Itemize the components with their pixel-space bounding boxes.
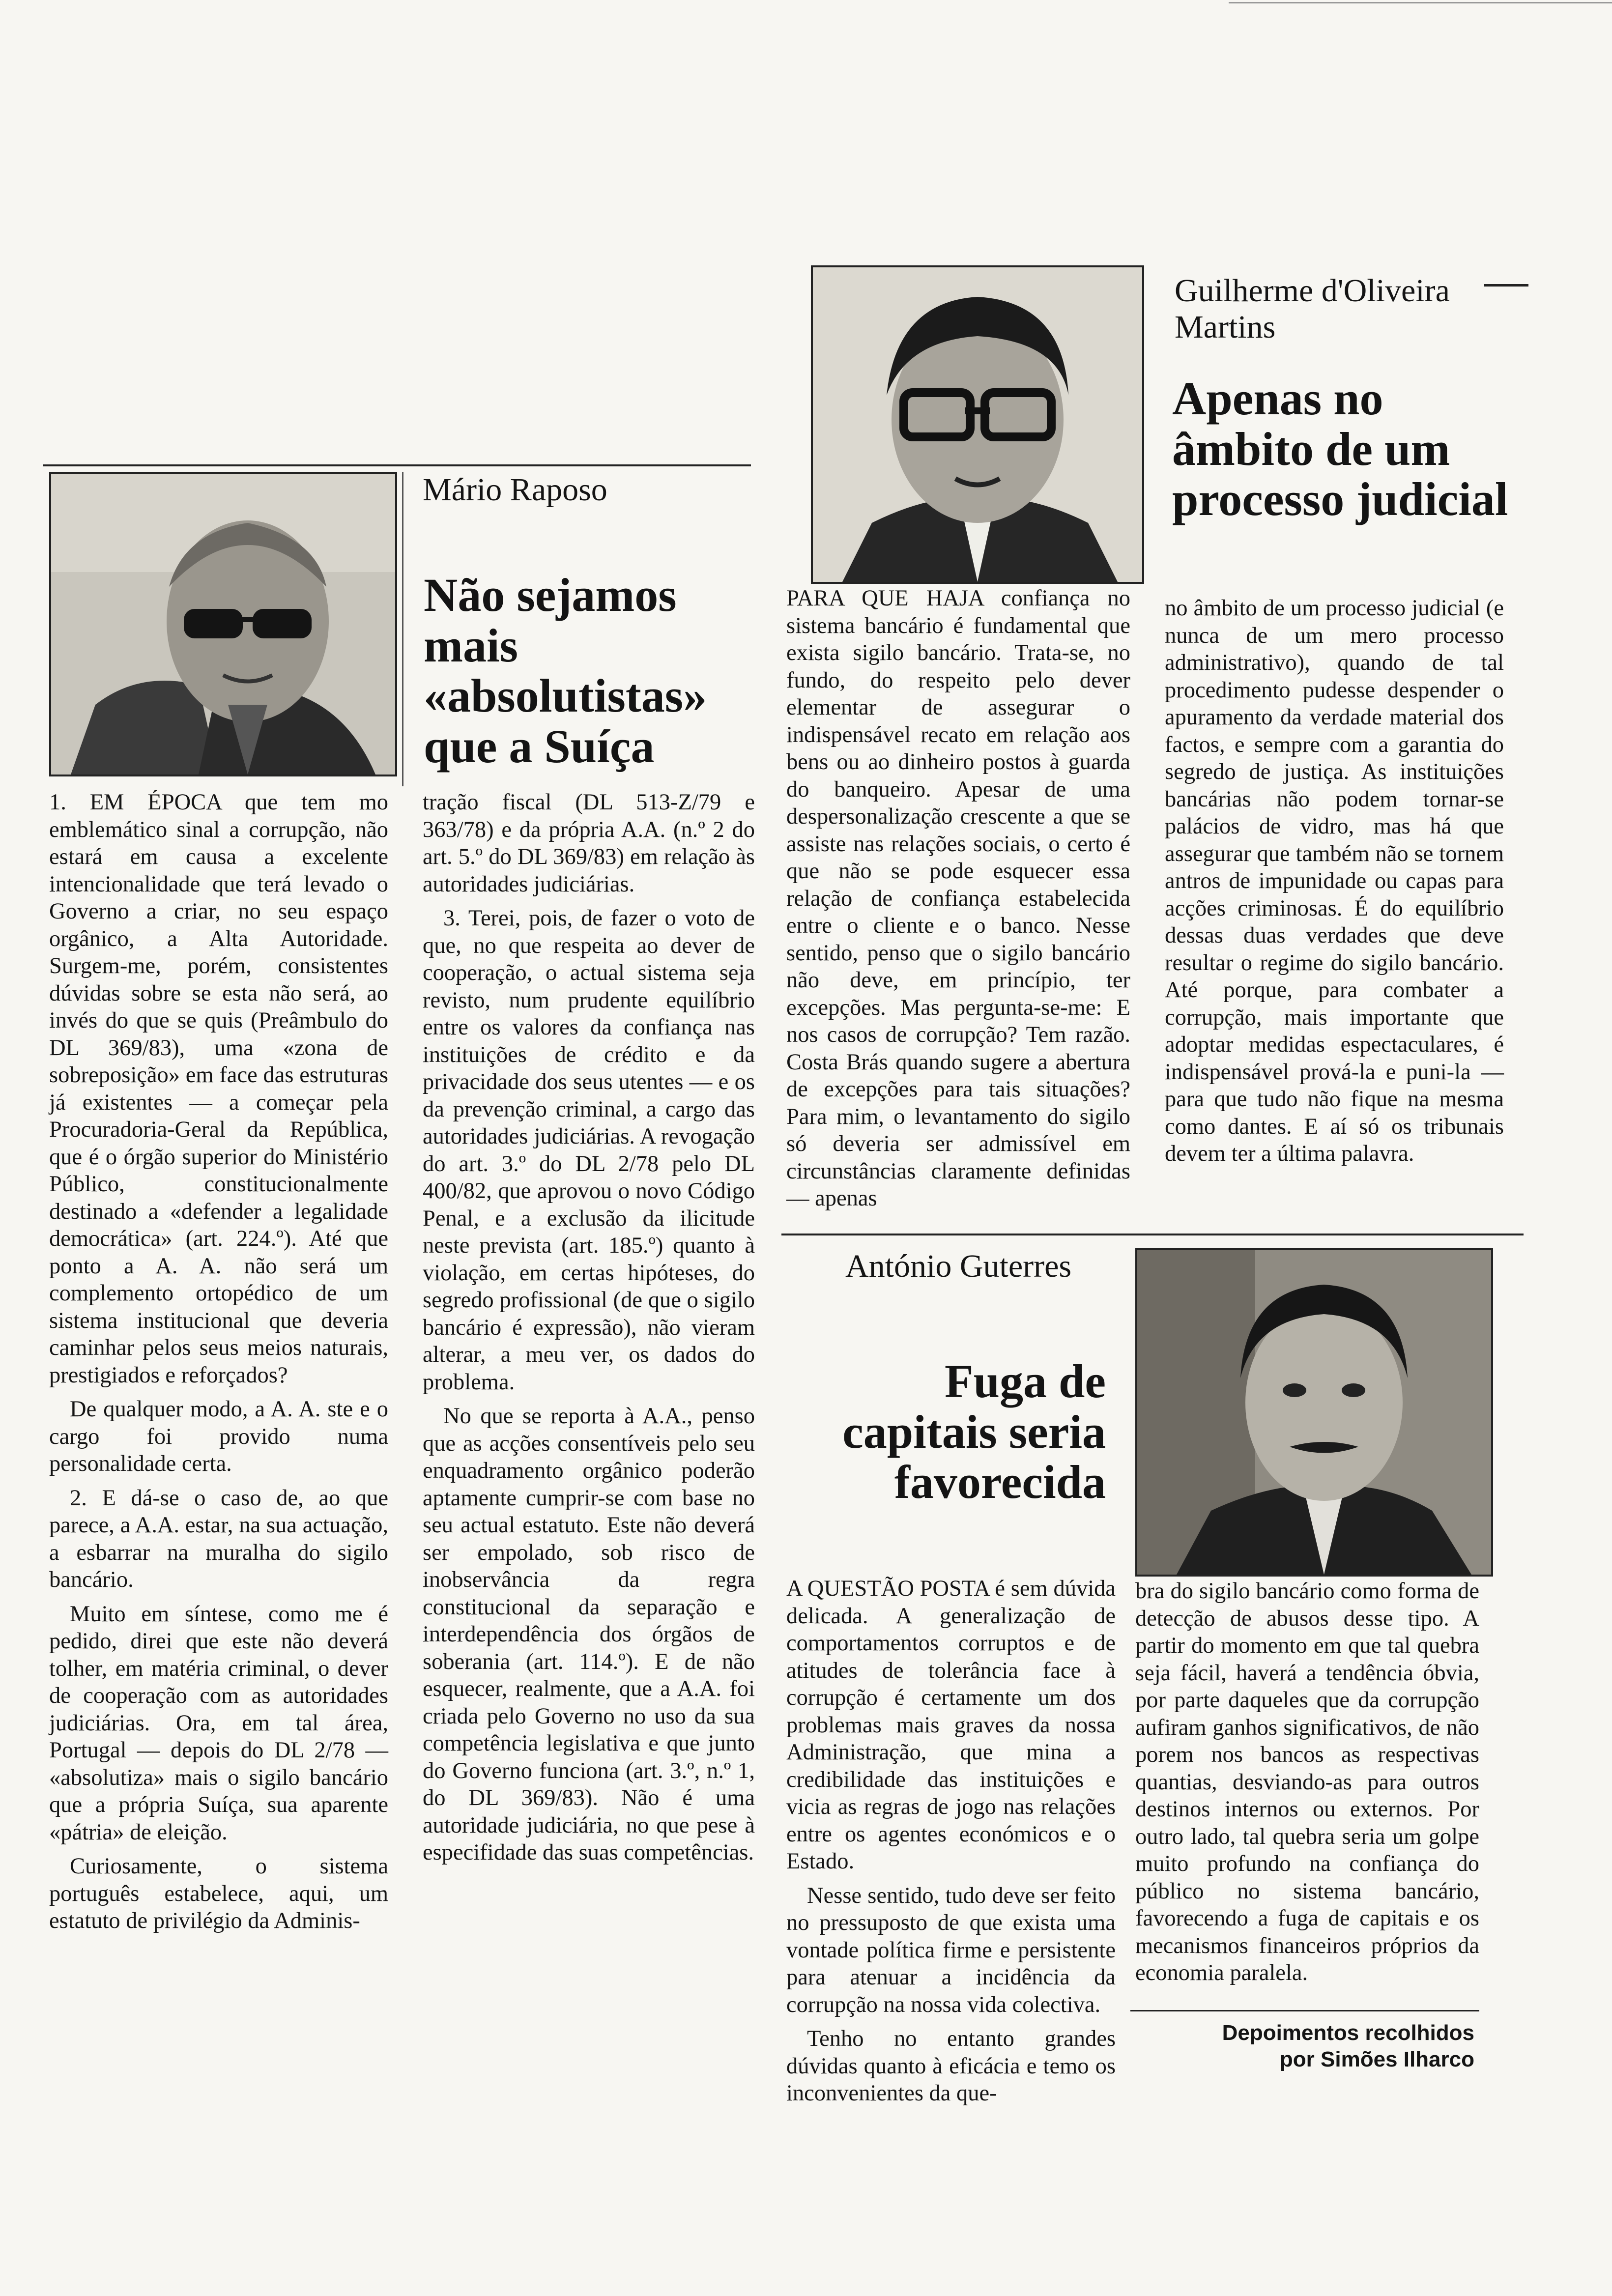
paragraph: Muito em síntese, como me é pedido, direi que este não deverá tolher, em matéria criminal, o dever de cooperação com as autoridades judiciárias. Ora, em tal área, Portugal — depois do DL 2/78 — «absolutiza» mais o sigilo bancário que a própria Suíça, sua aparente «pátria» de eleição. <box>49 1601 388 1845</box>
raposo-author: Mário Raposo <box>423 472 607 508</box>
raposo-col-divider <box>402 472 403 786</box>
martins-author: Guilherme d'Oliveira Martins <box>1175 273 1450 345</box>
martins-photo <box>811 265 1144 584</box>
portrait-image <box>51 474 395 775</box>
credit-block <box>1130 2020 1474 2072</box>
portrait-image <box>813 267 1142 582</box>
guterres-top-rule <box>781 1234 1524 1235</box>
credit-line-1: Depoimentos recolhidos <box>1222 2021 1474 2045</box>
paragraph: 1. EM ÉPOCA que tem mo emblemático sinal a corrupção, não estará em causa a excelente intencionalidade que terá levado o Governo a criar, no seu espaço orgânico, a Alta Autoridade. Surgem-me, porém, consistentes dúvidas sobre se esta não será, ao invés do que se quis (Preâmbulo do DL 369/83), uma «zona de sobreposição» em face das estruturas já existentes — a começar pela Procuradoria-Geral da República, que é o órgão superior do Ministério Público, constitucionalmente destinado a «defender a legalidade democrática» (art. 224.º). Até que ponto a A. A. não será um complemento ortopédico de um sistema institucional que deveria caminhar pelos seus meios naturais, prestigiados e reforçados? <box>49 790 388 1388</box>
paragraph: PARA QUE HAJA confiança no sistema bancário é fundamental que exista sigilo bancário. Trata-se, no fundo, do respeito pelo dever elementar de assegurar o indispensável recato em relação aos bens ou ao dinheiro postos à guarda do banqueiro. Apesar de uma despersonalização crescente a que se assiste nas relações sociais, o certo é que não se pode esquecer essa relação de confiança estabelecida entre o cliente e o banco. Nesse sentido, penso que o sigilo bancário não deve, em princípio, ter excepções. Mas pergunta-se-me: E nos casos de corrupção? Tem razão. Costa Brás quando sugere a abertura de excepções para tais situações? Para mim, o levantamento do sigilo só deveria ser admissível em circunstâncias claramente definidas — apenas <box>786 586 1130 1211</box>
guterres-column-1 <box>786 1575 1116 2114</box>
credit-line-2: por Simões Ilharco <box>1279 2047 1474 2071</box>
raposo-headline: Não sejamos mais «absolutistas» que a Suíça <box>424 569 707 773</box>
guterres-author: António Guterres <box>845 1248 1072 1284</box>
guterres-column-2 <box>1135 1578 1479 1994</box>
guterres-headline: Fuga de capitais seria favorecida <box>842 1355 1106 1509</box>
credit-rule <box>1130 2010 1479 2011</box>
paragraph: tração fiscal (DL 513-Z/79 e 363/78) e da própria A.A. (n.º 2 do art. 5.º do DL 369/83) em relação às autoridades judiciárias. <box>423 790 755 897</box>
raposo-top-rule <box>43 464 751 466</box>
paragraph: A QUESTÃO POSTA é sem dúvida delicada. A generalização de comportamentos corruptos e de atitudes de tolerância face à corrupção é certamente um dos problemas mais graves da nossa Administração, que mina a credibilidade das instituições e vicia as regras de jogo nas relações entre os agentes económicos e o Estado. <box>786 1576 1116 1874</box>
paragraph: Curiosamente, o sistema português estabelece, aqui, um estatuto de privilégio da Adminis- <box>49 1854 388 1933</box>
martins-column-1 <box>786 585 1130 1219</box>
martins-column-2 <box>1165 595 1504 1175</box>
paragraph: 2. E dá-se o caso de, ao que parece, a A.A. estar, na sua actuação, a esbarrar na muralha do sigilo bancário. <box>49 1485 388 1592</box>
paragraph: no âmbito de um processo judicial (e nunca de um mero processo administrativo), quando de tal procedimento pudesse despender o apuramento da verdade material dos factos, e sempre com a garantia do segredo de justiça. As instituições bancárias não podem tornar-se palácios de vidro, mas há que assegurar que também não se tornem antros de impunidade ou capas para acções criminosas. É do equilíbrio dessas duas verdades que deve resultar o regime do sigilo bancário. Até porque, para combater a corrupção, mais importante que adoptar medidas espectaculares, é indispensável prová-la e puni-la — para que tudo não fique na mesma como dantes. E aí só os tribunais devem ter a última palavra. <box>1165 596 1504 1166</box>
portrait-image <box>1137 1250 1491 1575</box>
paragraph: Tenho no entanto grandes dúvidas quanto à eficácia e temo os inconvenientes da que- <box>786 2026 1116 2106</box>
paragraph: Nesse sentido, tudo deve ser feito no pressuposto de que exista uma vontade política firme e persistente para atenuar a incidência da corrupção na nossa vida colectiva. <box>786 1883 1116 2017</box>
martins-headline: Apenas no âmbito de um processo judicial <box>1172 372 1508 526</box>
guterres-photo <box>1135 1248 1493 1577</box>
raposo-column-2 <box>423 789 755 1873</box>
paragraph: bra do sigilo bancário como forma de detecção de abusos desse tipo. A partir do momento em que tal quebra seja fácil, haverá a tendência óbvia, por parte daqueles que da corrupção aufiram ganhos significativos, de não porem nos bancos as respectivas quantias, desviando-as para outros destinos internos ou externos. Por outro lado, tal quebra seria um golpe muito profundo na confiança do público no sistema bancário, favorecendo a fuga de capitais e os mecanismos financeiros próprios da economia paralela. <box>1135 1578 1479 1985</box>
top-scan-edge <box>1229 2 1612 3</box>
paragraph: De qualquer modo, a A. A. ste e o cargo foi provido numa personalidade certa. <box>49 1397 388 1476</box>
paragraph: No que se reporta à A.A., penso que as acções consentíveis pelo seu enquadramento orgânico poderão aptamente cumprir-se com base no seu actual estatuto. Este não deverá ser empolado, sob risco de inobservância da regra constitucional da separação e interdependência dos órgãos de soberania (art. 114.º). E de não esquecer, realmente, que a A.A. foi criada pelo Governo no uso da sua competência legislativa e que junto do Governo funciona (art. 3.º, n.º 1, do DL 369/83). Não é uma autoridade judiciária, no que pese à especifidade das suas competências. <box>423 1404 755 1865</box>
raposo-photo <box>49 472 397 776</box>
martins-corner-mark <box>1484 284 1528 287</box>
raposo-column-1 <box>49 789 388 1942</box>
paragraph: 3. Terei, pois, de fazer o voto de que, no que respeita ao dever de cooperação, o actual sistema seja revisto, num prudente equilíbrio entre os valores da confiança nas instituições de crédito e da privacidade dos seus utentes — e os da prevenção criminal, a cargo das autoridades judiciárias. A revogação do art. 3.º do DL 2/78 pelo DL 400/82, que aprovou o novo Código Penal, e a exclusão da ilicitude neste prevista (art. 185.º) quanto à violação, em certas hipóteses, do segredo profissional (de que o sigilo bancário é expressão), não vieram alterar, a meu ver, os dados do problema. <box>423 906 755 1395</box>
